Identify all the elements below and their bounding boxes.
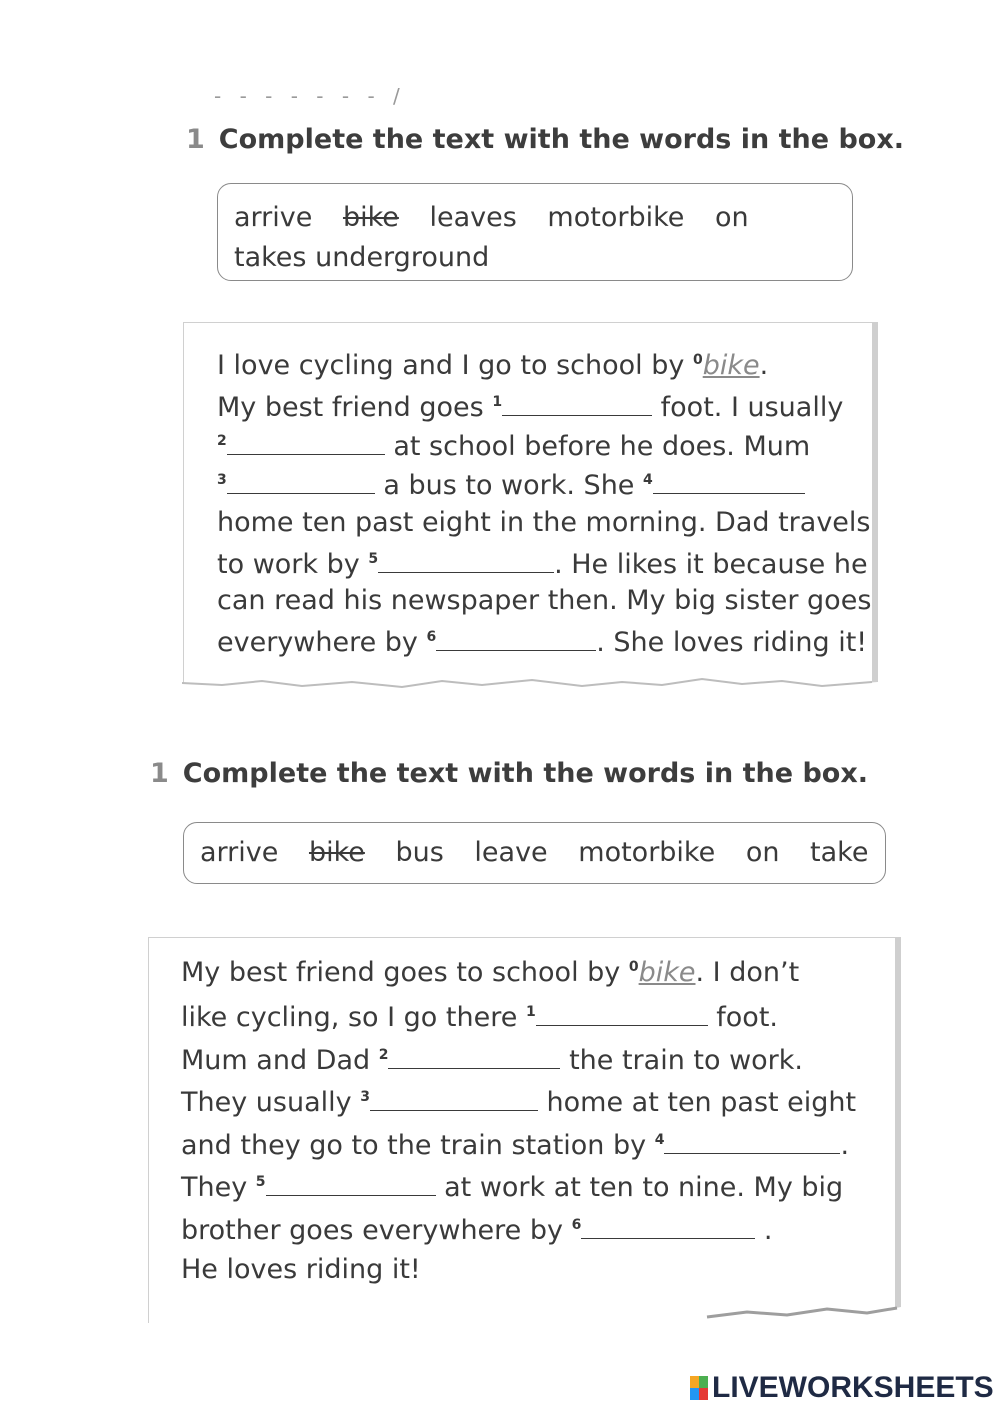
word-box-item: motorbike bbox=[547, 202, 685, 233]
example-answer: bike bbox=[638, 957, 696, 988]
exercise1-heading bbox=[186, 124, 904, 155]
answer-blank-1[interactable] bbox=[502, 389, 652, 416]
torn-edge bbox=[182, 675, 878, 695]
ex1-line-3: $^3$ a bus to work. She $^4$ bbox=[217, 467, 805, 501]
ex2-line-2: Mum and Dad $^2$ the train to work. bbox=[181, 1042, 803, 1076]
ex2-line-4: and they go to the train station by $^4$ . bbox=[181, 1127, 849, 1161]
word-box-item: underground bbox=[315, 242, 490, 273]
ex1-line-7: everywhere by $^6$ . She loves riding it! bbox=[217, 624, 867, 658]
exercise2-heading bbox=[150, 758, 868, 789]
exercise1-instruction: Complete the text with the words in the box. bbox=[218, 124, 905, 155]
answer-blank-3[interactable] bbox=[227, 467, 375, 494]
exercise1-word-box bbox=[217, 183, 853, 281]
word-box-item: bus bbox=[395, 837, 444, 868]
example-answer: bike bbox=[702, 350, 760, 381]
word-box-item: on bbox=[745, 837, 780, 868]
liveworksheets-logo-icon bbox=[690, 1376, 708, 1400]
word-box-item-crossed: bike bbox=[308, 837, 365, 868]
word-box-item: takes bbox=[234, 242, 307, 273]
exercise2-word-box bbox=[183, 822, 886, 884]
answer-blank-1[interactable] bbox=[536, 999, 708, 1026]
ex2-line-1: like cycling, so I go there $^1$ foot. bbox=[181, 999, 778, 1033]
faint-header-fragment: - - - - - - - / bbox=[214, 84, 406, 108]
word-box-item: on bbox=[714, 202, 749, 233]
ex2-line-7: He loves riding it! bbox=[181, 1254, 421, 1285]
answer-blank-4[interactable] bbox=[664, 1127, 840, 1154]
word-box-item: leaves bbox=[429, 202, 517, 233]
word-box-item: motorbike bbox=[578, 837, 716, 868]
liveworksheets-logo bbox=[690, 1370, 994, 1406]
exercise1-number: 1 bbox=[186, 124, 205, 155]
word-box-item: take bbox=[810, 837, 869, 868]
exercise2-instruction: Complete the text with the words in the box. bbox=[182, 758, 869, 789]
answer-blank-6[interactable] bbox=[436, 624, 596, 651]
ex1-line-2: $^2$ at school before he does. Mum bbox=[217, 428, 810, 462]
ex1-line-5: to work by $^5$ . He likes it because he bbox=[217, 546, 868, 580]
ex2-line-6: brother goes everywhere by $^6$ . bbox=[181, 1212, 773, 1246]
answer-blank-2[interactable] bbox=[388, 1042, 560, 1069]
word-box-item: arrive bbox=[200, 837, 279, 868]
ex2-line-5: They $^5$ at work at ten to nine. My big bbox=[181, 1169, 843, 1203]
word-box-item: leave bbox=[474, 837, 548, 868]
answer-blank-3[interactable] bbox=[370, 1084, 538, 1111]
exercise2-number: 1 bbox=[150, 758, 169, 789]
answer-blank-5[interactable] bbox=[266, 1169, 436, 1196]
ex1-line-1: My best friend goes $^1$ foot. I usually bbox=[217, 389, 843, 423]
ex1-line-0: I love cycling and I go to school by $^0$bike. bbox=[217, 350, 769, 381]
word-box-item-crossed: bike bbox=[342, 202, 399, 233]
answer-blank-5[interactable] bbox=[378, 546, 554, 573]
ex2-line-0: My best friend goes to school by $^0$bike. I don’t bbox=[181, 957, 800, 988]
ex1-line-4: home ten past eight in the morning. Dad travels bbox=[217, 507, 871, 538]
answer-blank-2[interactable] bbox=[227, 428, 385, 455]
ex1-line-6: can read his newspaper then. My big sister goes bbox=[217, 585, 872, 616]
word-box-item: arrive bbox=[234, 202, 313, 233]
ex2-line-3: They usually $^3$ home at ten past eight bbox=[181, 1084, 856, 1118]
logo-text: LIVEWORKSHEETS bbox=[712, 1371, 994, 1404]
answer-blank-6[interactable] bbox=[581, 1212, 755, 1239]
answer-blank-4[interactable] bbox=[653, 467, 805, 494]
torn-edge bbox=[147, 1303, 901, 1325]
